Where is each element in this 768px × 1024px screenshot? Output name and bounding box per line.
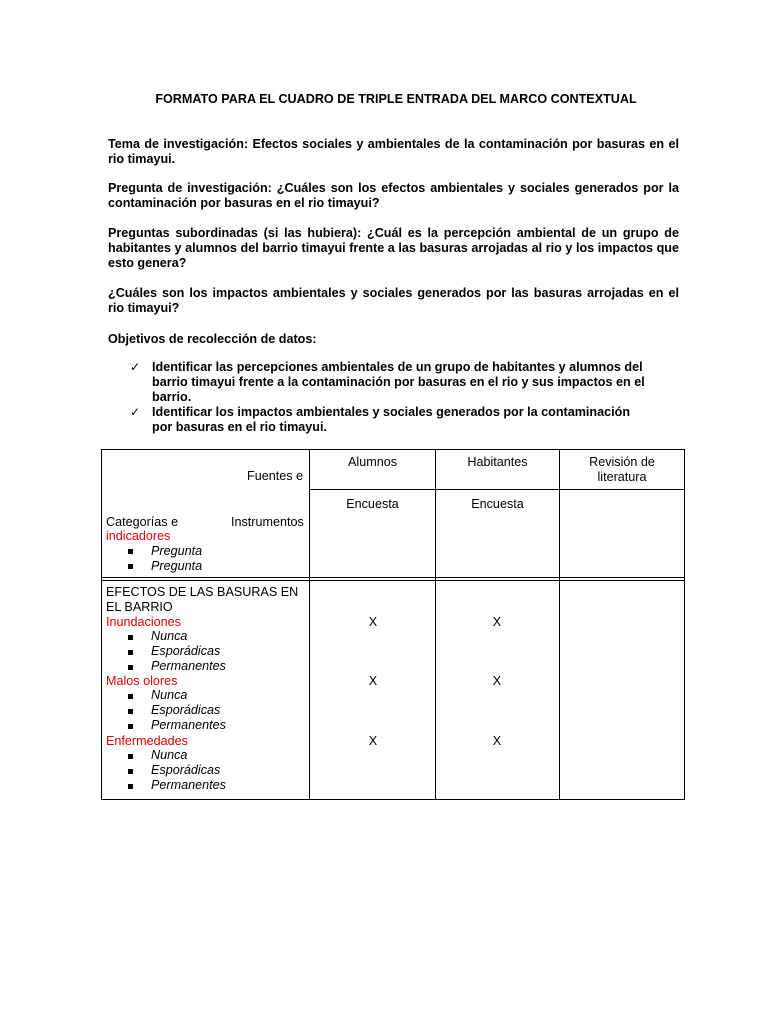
- objective-item: [130, 360, 650, 405]
- bullet-icon: [128, 784, 133, 789]
- objetivos-heading: Objetivos de recolección de datos:: [108, 332, 317, 346]
- option-label: Nunca: [151, 688, 188, 702]
- objective-item: [130, 405, 650, 435]
- table-border: [101, 577, 685, 578]
- x-mark-alumnos: X: [368, 734, 378, 748]
- bullet-icon: [128, 709, 133, 714]
- instrumentos-label: Instrumentos: [231, 515, 304, 529]
- document-title: FORMATO PARA EL CUADRO DE TRIPLE ENTRADA DEL MARCO CONTEXTUAL: [155, 92, 637, 106]
- option-label: Permanentes: [151, 778, 226, 792]
- bullet-icon: [128, 549, 133, 554]
- subordinadas-paragraph: Preguntas subordinadas (si las hubiera): ¿Cuál es la percepción ambiental de un grupo de habitantes y alumnos del barrio timayui frente a las basuras arrojadas al rio y los impactos que esto genera?: [108, 226, 679, 270]
- instr-habitantes: Encuesta: [471, 497, 524, 511]
- category-enfermedades: Enfermedades: [106, 734, 188, 748]
- option-label: Esporádicas: [151, 763, 221, 777]
- table-border: [101, 580, 685, 581]
- option-label: Permanentes: [151, 718, 226, 732]
- x-mark-habitantes: X: [492, 734, 502, 748]
- pregunta-label: Pregunta: [151, 559, 203, 573]
- pregunta-label: Pregunta: [151, 544, 203, 558]
- bullet-icon: [128, 665, 133, 670]
- segunda-pregunta-paragraph: ¿Cuáles son los impactos ambientales y sociales generados por las basuras arrojadas en el rio timayui?: [108, 286, 679, 315]
- bullet-icon: [128, 769, 133, 774]
- col-revision-header: Revisión de literatura: [589, 455, 655, 484]
- table-border: [559, 449, 560, 800]
- bullet-icon: [128, 564, 133, 569]
- col-habitantes-header: Habitantes: [467, 455, 528, 469]
- objective-text: Identificar las percepciones ambientales de un grupo de habitantes y alumnos del barrio timayui frente a la contaminación por basuras en el rio y sus impactos en el barrio.: [152, 360, 645, 404]
- triple-entry-table: [101, 449, 685, 800]
- x-mark-habitantes: X: [492, 674, 502, 688]
- bullet-icon: [128, 635, 133, 640]
- bullet-icon: [128, 694, 133, 699]
- option-label: Nunca: [151, 748, 188, 762]
- x-mark-alumnos: X: [368, 674, 378, 688]
- col-alumnos-header: Alumnos: [348, 455, 397, 469]
- option-label: Permanentes: [151, 659, 226, 673]
- table-border: [309, 489, 685, 490]
- bullet-icon: [128, 754, 133, 759]
- x-mark-habitantes: X: [492, 615, 502, 629]
- option-label: Nunca: [151, 629, 188, 643]
- option-label: Esporádicas: [151, 703, 221, 717]
- table-border: [101, 799, 685, 800]
- objective-text: Identificar los impactos ambientales y sociales generados por la contaminación por basuras en el rio timayui.: [152, 405, 631, 434]
- indicadores-label: indicadores: [106, 529, 171, 543]
- option-label: Esporádicas: [151, 644, 221, 658]
- pregunta-paragraph: Pregunta de investigación: ¿Cuáles son los efectos ambientales y sociales generados por la contaminación por basuras en el rio timayui?: [108, 181, 679, 210]
- checkmark-icon: ✓: [130, 405, 141, 419]
- checkmark-icon: ✓: [130, 360, 141, 374]
- x-mark-alumnos: X: [368, 615, 378, 629]
- bullet-icon: [128, 650, 133, 655]
- category-malos-olores: Malos olores: [106, 674, 178, 688]
- objectives-list: [130, 360, 650, 435]
- categorias-label: Categorías e: [106, 515, 179, 529]
- tema-paragraph: Tema de investigación: Efectos sociales y ambientales de la contaminación por basuras en el rio timayui.: [108, 137, 679, 166]
- fuentes-label: Fuentes e: [247, 469, 304, 483]
- table-border: [684, 449, 685, 800]
- bullet-icon: [128, 724, 133, 729]
- section-title: EFECTOS DE LAS BASURAS EN EL BARRIO: [106, 585, 299, 614]
- table-border: [101, 449, 102, 800]
- table-border: [101, 449, 685, 450]
- category-inundaciones: Inundaciones: [106, 615, 181, 629]
- instr-alumnos: Encuesta: [346, 497, 399, 511]
